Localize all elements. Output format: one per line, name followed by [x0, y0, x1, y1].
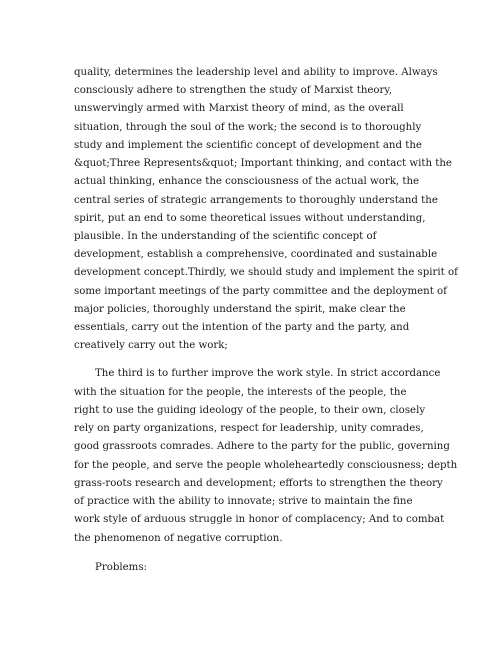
text-line: essentials, carry out the intention of the party and the party, and — [74, 322, 410, 333]
text-line: study and implement the scientific concept of development and the — [74, 140, 422, 151]
text-line: for the people, and serve the people wholeheartedly consciousness; depth — [74, 460, 458, 471]
section-heading: Problems: — [95, 562, 147, 573]
text-line: major policies, thoroughly understand the spirit, make clear the — [74, 304, 406, 315]
text-line: with the situation for the people, the interests of the people, the — [74, 387, 407, 398]
text-line: of practice with the ability to innovate; strive to maintain the fine — [74, 496, 413, 507]
text-line: quality, determines the leadership level and ability to improve. Always — [74, 67, 438, 78]
text-line: good grassroots comrades. Adhere to the party for the public, governing — [74, 441, 450, 452]
text-line: situation, through the soul of the work; the second is to thoroughly — [74, 122, 422, 133]
text-line: creatively carry out the work; — [74, 340, 228, 351]
text-line: unswervingly armed with Marxist theory of mind, as the overall — [74, 103, 404, 114]
text-line: &quot;Three Represents&quot; Important thinking, and contact with the — [74, 158, 452, 169]
text-line: development concept.Thirdly, we should study and implement the spirit of — [74, 267, 458, 278]
text-line: consciously adhere to strengthen the study of Marxist theory, — [74, 85, 393, 96]
text-line: actual thinking, enhance the consciousness of the actual work, the — [74, 176, 420, 187]
text-line: right to use the guiding ideology of the people, to their own, closely — [74, 405, 426, 416]
text-line: central series of strategic arrangements to thoroughly understand the — [74, 195, 438, 206]
text-line: spirit, put an end to some theoretical issues without understanding, — [74, 213, 426, 224]
paragraph-first-line: The third is to further improve the work style. In strict accordance — [95, 368, 441, 379]
text-line: the phenomenon of negative corruption. — [74, 533, 283, 544]
text-line: development, establish a comprehensive, coordinated and sustainable — [74, 249, 438, 260]
text-line: work style of arduous struggle in honor of complacency; And to combat — [74, 514, 445, 525]
text-line: some important meetings of the party committee and the deployment of — [74, 286, 447, 297]
text-line: grass-roots research and development; efforts to strengthen the theory — [74, 478, 443, 489]
text-line: plausible. In the understanding of the scientific concept of — [74, 231, 377, 242]
text-line: rely on party organizations, respect for leadership, unity comrades, — [74, 423, 424, 434]
